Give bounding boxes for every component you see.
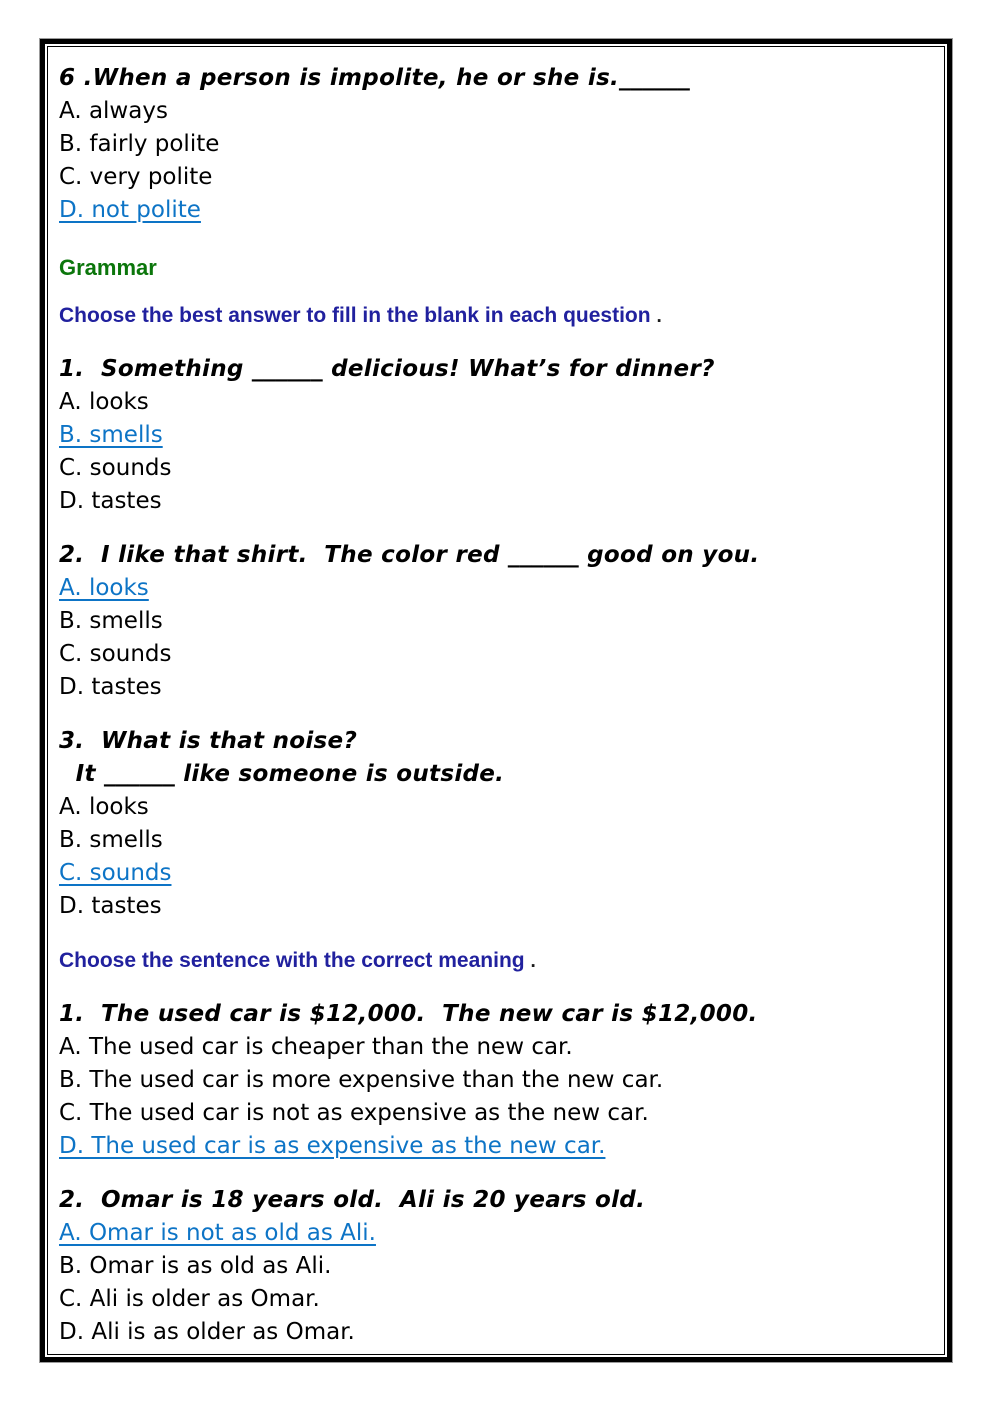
meaning-instruction <box>59 946 933 977</box>
grammar-question-3-prompt: 3. What is that noise? <box>59 728 358 755</box>
grammar-question-2-option-a-answer: A. looks <box>59 575 149 602</box>
grammar-question-2-option-d: D. tastes <box>59 674 162 701</box>
grammar-question-2-block <box>59 539 933 704</box>
question-6-option-d-answer: D. not polite <box>59 197 201 223</box>
meaning-question-2-option-c: C. Ali is older as Omar. <box>59 1286 320 1313</box>
meaning-question-2-option-b: B. Omar is as old as Ali. <box>59 1253 332 1280</box>
meaning-instruction-text: Choose the sentence with the correct meaning <box>59 949 525 973</box>
grammar-question-2-prompt: 2. I like that shirt. The color red ______ good on you. <box>59 542 760 569</box>
question-6-option-c: C. very polite <box>59 164 213 190</box>
question-6-block <box>59 62 933 227</box>
grammar-question-1-option-a: A. looks <box>59 389 149 416</box>
meaning-instruction-period: . <box>530 951 536 973</box>
grammar-question-1-option-c: C. sounds <box>59 455 172 482</box>
grammar-question-3-prompt-line2: It ______ like someone is outside. <box>59 761 505 788</box>
grammar-instruction-period: . <box>656 306 662 328</box>
meaning-question-1-option-d-answer: D. The used car is as expensive as the new car. <box>59 1133 606 1160</box>
grammar-question-3-option-b: B. smells <box>59 827 163 854</box>
grammar-question-1-option-b-answer: B. smells <box>59 422 163 449</box>
grammar-question-2-option-b: B. smells <box>59 608 163 635</box>
grammar-question-1-prompt: 1. Something ______ delicious! What’s for dinner? <box>59 356 715 383</box>
grammar-question-3-option-c-answer: C. sounds <box>59 860 172 887</box>
grammar-question-1-block <box>59 353 933 518</box>
meaning-question-2-prompt: 2. Omar is 18 years old. Ali is 20 years old. <box>59 1187 646 1214</box>
grammar-question-3-option-a: A. looks <box>59 794 149 821</box>
question-6-option-a: A. always <box>59 98 168 124</box>
meaning-question-2-block <box>59 1184 933 1349</box>
question-6-prompt: 6 .When a person is impolite, he or she is.______ <box>59 65 690 91</box>
grammar-question-1-option-d: D. tastes <box>59 488 162 515</box>
meaning-question-1-option-c: C. The used car is not as expensive as the new car. <box>59 1100 649 1127</box>
page-frame <box>39 38 953 1363</box>
grammar-question-3-block <box>59 725 933 923</box>
question-6-option-b: B. fairly polite <box>59 131 220 157</box>
meaning-question-2-option-d: D. Ali is as older as Omar. <box>59 1319 355 1346</box>
grammar-instruction <box>59 301 933 332</box>
meaning-question-2-option-a-answer: A. Omar is not as old as Ali. <box>59 1220 376 1247</box>
page-content <box>47 46 945 1355</box>
grammar-section-heading: Grammar <box>59 255 157 280</box>
meaning-question-1-block <box>59 998 933 1163</box>
meaning-question-1-prompt: 1. The used car is $12,000. The new car is $12,000. <box>59 1001 758 1028</box>
meaning-question-1-option-a: A. The used car is cheaper than the new car. <box>59 1034 573 1061</box>
meaning-question-1-option-b: B. The used car is more expensive than the new car. <box>59 1067 664 1094</box>
grammar-question-2-option-c: C. sounds <box>59 641 172 668</box>
grammar-question-3-option-d: D. tastes <box>59 893 162 920</box>
page-frame-thick-border <box>40 39 952 1362</box>
grammar-instruction-text: Choose the best answer to fill in the blank in each question <box>59 304 651 328</box>
